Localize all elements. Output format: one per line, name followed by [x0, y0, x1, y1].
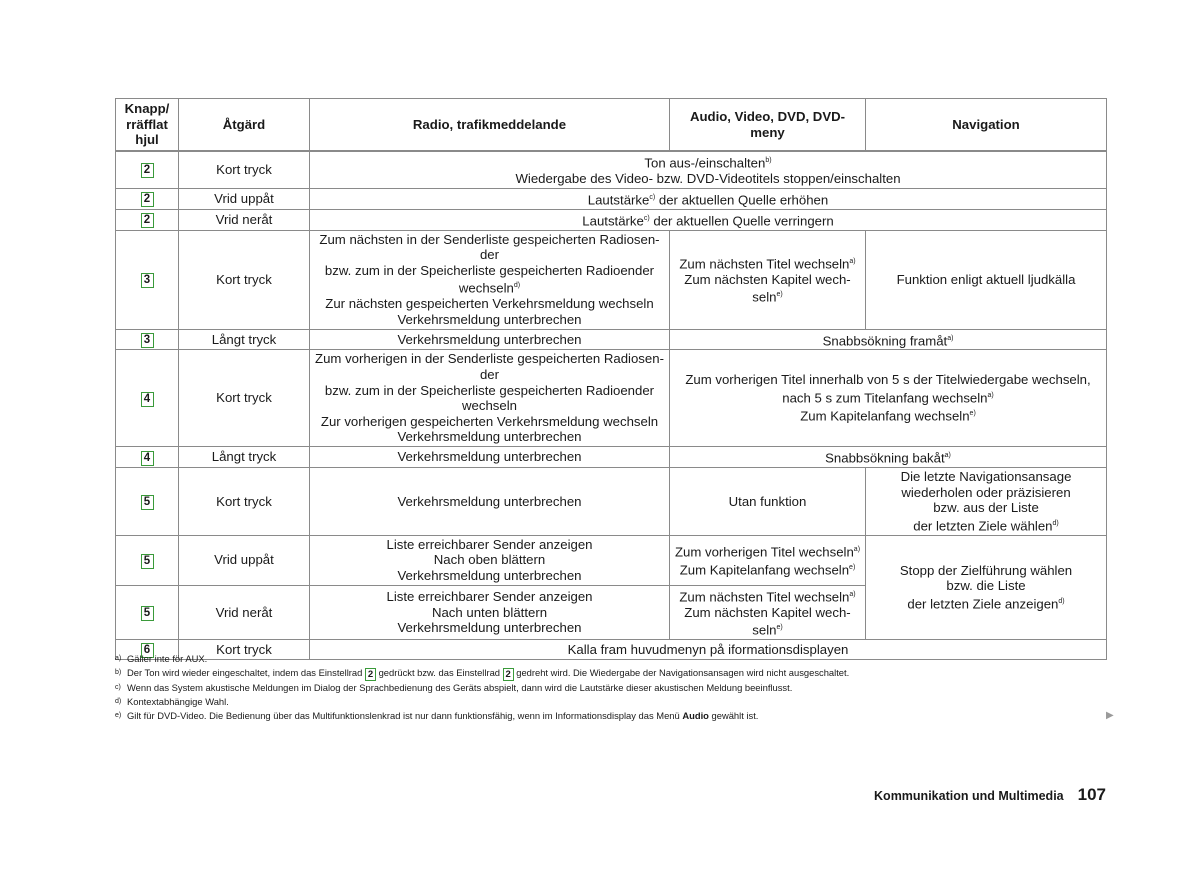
footnote-text: Kontextabhängige Wahl. [127, 696, 229, 707]
radio-cell: Verkehrsmeldung unterbrechen [310, 447, 670, 468]
audio-navigation-cell: Snabbsökning bakåt$^{a)}$ [670, 447, 1107, 468]
table-row [116, 209, 1107, 230]
radio-cell: Zum nächsten in der Senderliste gespeicherten Radiosen- der bzw. zum in der Speicherliste gespeicherten Radioender wechseln$^{d)}$ Zur nächsten gespeicherten Verkehrsmeldung wechseln Verkehrsmeldung unterbrechen [310, 230, 670, 329]
action-cell: Vrid uppåt [179, 188, 310, 209]
knob-number-badge: 6 [141, 643, 154, 658]
audio-navigation-cell: Zum vorherigen Titel innerhalb von 5 s der Titelwiedergabe wechseln, nach 5 s zum Titelanfang wechseln$^{a)}$ Zum Kapitelanfang wechseln$^{e)}$ [670, 350, 1107, 447]
knob-number-badge: 4 [141, 392, 154, 407]
header-navigation: Navigation [866, 99, 1107, 152]
knob-cell [116, 329, 179, 350]
radio-cell: Zum vorherigen in der Senderliste gespeicherten Radiosen- der bzw. zum in der Speicherliste gespeicherten Radioender wechseln Zur vorherigen gespeicherten Verkehrsmeldung wechseln Verkehrsmeldung unterbrechen [310, 350, 670, 447]
knob-cell [116, 468, 179, 536]
footnote-text: Der Ton wird wieder eingeschaltet, indem das Einstellrad [127, 667, 363, 678]
navigation-cell: Stopp der Zielführung wählen bzw. die Liste der letzten Ziele anzeigen$^{d)}$ [866, 535, 1107, 639]
action-cell: Kort tryck [179, 350, 310, 447]
footnote-bold-text: Audio [682, 710, 709, 721]
knob-number-badge: 3 [141, 333, 154, 348]
footnotes [115, 652, 1115, 723]
footnote [115, 652, 1115, 666]
header-knob: Knapp/ rräfflat hjul [116, 99, 179, 152]
knob-number-badge: 5 [141, 554, 154, 569]
action-cell: Kort tryck [179, 640, 310, 660]
header-audio: Audio, Video, DVD, DVD-meny [670, 99, 866, 152]
radio-cell: Liste erreichbarer Sender anzeigen Nach oben blättern Verkehrsmeldung unterbrechen [310, 535, 670, 585]
navigation-cell: Funktion enligt aktuell ljudkälla [866, 230, 1107, 329]
page-number: 107 [1077, 785, 1106, 804]
table-row [116, 151, 1107, 188]
audio-cell: Zum nächsten Titel wechseln$^{a)}$ Zum nächsten Kapitel wech- seln$^{e)}$ [670, 230, 866, 329]
knob-number-badge: 2 [141, 163, 154, 178]
radio-cell: Liste erreichbarer Sender anzeigen Nach unten blättern Verkehrsmeldung unterbrechen [310, 585, 670, 640]
footnote [115, 695, 1115, 709]
footnote-mark: c) [115, 684, 121, 691]
function-cell: Lautstärke$^{c)}$ der aktuellen Quelle verringern [310, 209, 1107, 230]
page-footer [874, 785, 1106, 805]
knob-number-badge: 2 [141, 213, 154, 228]
action-cell: Vrid uppåt [179, 535, 310, 585]
navigation-cell: Die letzte Navigationsansage wiederholen oder präzisieren bzw. aus der Liste der letzten Ziele wählen$^{d)}$ [866, 468, 1107, 536]
action-cell: Långt tryck [179, 447, 310, 468]
header-radio: Radio, trafikmeddelande [310, 99, 670, 152]
function-cell: Ton aus-/einschalten$^{b)}$ Wiedergabe des Video- bzw. DVD-Videotitels stoppen/einschalten [310, 151, 1107, 188]
knob-number-badge: 2 [503, 668, 514, 681]
table-header-row [116, 99, 1107, 152]
action-cell: Långt tryck [179, 329, 310, 350]
function-cell: Kalla fram huvudmenyn på iformationsdisplayen [310, 640, 1107, 660]
footnote-text: Wenn das System akustische Meldungen im Dialog der Sprachbedienung des Geräts abspielt, dann wird die Lautstärke dieser akustischen Meldung beeinflusst. [127, 682, 793, 693]
header-action: Åtgärd [179, 99, 310, 152]
footnote-mark: b) [115, 669, 122, 676]
knob-number-badge: 2 [365, 668, 376, 681]
knob-number-badge: 5 [141, 495, 154, 510]
action-cell: Kort tryck [179, 468, 310, 536]
function-cell: Lautstärke$^{c)}$ der aktuellen Quelle erhöhen [310, 188, 1107, 209]
section-title: Kommunikation und Multimedia [874, 789, 1064, 803]
knob-cell [116, 535, 179, 585]
knob-number-badge: 3 [141, 273, 154, 288]
action-cell: Kort tryck [179, 151, 310, 188]
table-row [116, 447, 1107, 468]
audio-cell: Zum vorherigen Titel wechseln$^{a)}$ Zum Kapitelanfang wechseln$^{e)}$ [670, 535, 866, 585]
knob-cell [116, 230, 179, 329]
table-row [116, 188, 1107, 209]
table-row [116, 535, 1107, 585]
footnote-text: gewählt ist. [711, 710, 759, 721]
footnote-text: gedreht wird. Die Wiedergabe der Navigationsansagen wird nicht ausgeschaltet. [516, 667, 850, 678]
footnote [115, 681, 1115, 695]
knob-number-badge: 5 [141, 606, 154, 621]
knob-cell [116, 447, 179, 468]
action-cell: Vrid neråt [179, 585, 310, 640]
footnote-mark: d) [115, 698, 122, 705]
footnote-mark: e) [115, 712, 122, 719]
table-row [116, 350, 1107, 447]
knob-number-badge: 4 [141, 451, 154, 466]
table-row [116, 468, 1107, 536]
action-cell: Kort tryck [179, 230, 310, 329]
footnote-text: Gäller inte för AUX. [127, 653, 208, 664]
knob-cell [116, 585, 179, 640]
table-row [116, 329, 1107, 350]
action-cell: Vrid neråt [179, 209, 310, 230]
knob-number-badge: 2 [141, 192, 154, 207]
triangle-right-icon: ▶ [1106, 710, 1114, 721]
audio-navigation-cell: Snabbsökning framåt$^{a)}$ [670, 329, 1107, 350]
table-row [116, 230, 1107, 329]
audio-cell: Zum nächsten Titel wechseln$^{a)}$ Zum nächsten Kapitel wech- seln$^{e)}$ [670, 585, 866, 640]
knob-cell [116, 209, 179, 230]
footnote-text: gedrückt bzw. das Einstellrad [378, 667, 501, 678]
knob-cell [116, 151, 179, 188]
footnote [115, 709, 1115, 723]
audio-cell: Utan funktion [670, 468, 866, 536]
knob-cell [116, 350, 179, 447]
radio-cell: Verkehrsmeldung unterbrechen [310, 468, 670, 536]
footnote [115, 666, 1115, 681]
footnote-mark: a) [115, 655, 122, 662]
footnote-text: Gilt für DVD-Video. Die Bedienung über das Multifunktionslenkrad ist nur dann funktionsfähig, wenn im Informationsdisplay das Menü [127, 710, 680, 721]
knob-cell [116, 188, 179, 209]
controls-table [115, 98, 1107, 660]
radio-cell: Verkehrsmeldung unterbrechen [310, 329, 670, 350]
